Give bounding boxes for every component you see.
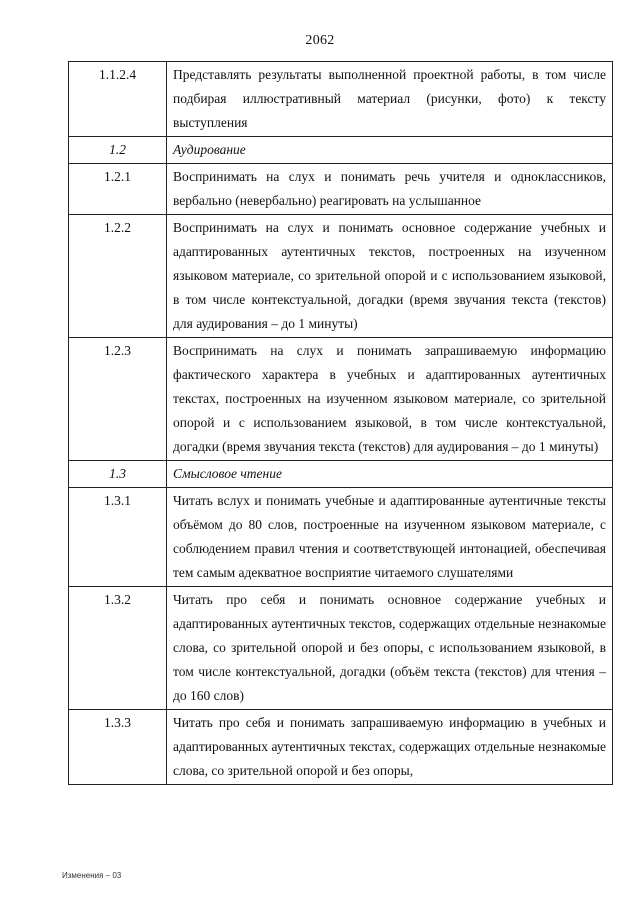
- table-row: [69, 488, 613, 587]
- row-text: Представлять результаты выполненной проектной работы, в том числе подбирая иллюстративный материал (рисунки, фото) к тексту выступления: [167, 62, 613, 137]
- table-row: [69, 62, 613, 137]
- row-number: 1.3.2: [69, 587, 167, 710]
- row-number: 1.2.1: [69, 164, 167, 215]
- row-number: 1.2.3: [69, 338, 167, 461]
- row-number: 1.3.3: [69, 710, 167, 785]
- section-row: [69, 137, 613, 164]
- table-row: [69, 164, 613, 215]
- row-number: 1.2.2: [69, 215, 167, 338]
- table-row: [69, 710, 613, 785]
- row-text: Читать про себя и понимать запрашиваемую информацию в учебных и адаптированных аутентичных текстах, содержащих отдельные незнакомые слова, со зрительной опорой и без опоры,: [167, 710, 613, 785]
- row-text: Воспринимать на слух и понимать запрашиваемую информацию фактического характера в учебных и адаптированных аутентичных текстах, построенных на изученном языковом материале, со зрительной опорой и с использованием языковой, в том числе контекстуальной, догадки (время звучания текста (текстов) для аудирования – до 1 минуты): [167, 338, 613, 461]
- row-text: Читать вслух и понимать учебные и адаптированные аутентичные тексты объёмом до 80 слов, построенные на изученном языковом материале, с соблюдением правил чтения и соответствующей интонацией, обеспечивая тем самым адекватное восприятие читаемого слушателями: [167, 488, 613, 587]
- table-row: [69, 587, 613, 710]
- section-row: [69, 461, 613, 488]
- section-number: 1.2: [69, 137, 167, 164]
- requirements-table: [68, 61, 613, 785]
- row-number: 1.1.2.4: [69, 62, 167, 137]
- row-number: 1.3.1: [69, 488, 167, 587]
- row-text: Читать про себя и понимать основное содержание учебных и адаптированных аутентичных текстов, содержащих отдельные незнакомые слова, со зрительной опорой и без опоры, с использованием языковой, в том числе контекстуальной, догадки (объём текста (текстов) для чтения – до 160 слов): [167, 587, 613, 710]
- section-title: Смысловое чтение: [167, 461, 613, 488]
- section-number: 1.3: [69, 461, 167, 488]
- table-row: [69, 215, 613, 338]
- row-text: Воспринимать на слух и понимать речь учителя и одноклассников, вербально (невербально) реагировать на услышанное: [167, 164, 613, 215]
- section-title: Аудирование: [167, 137, 613, 164]
- page-number: 2062: [305, 33, 335, 48]
- table-row: [69, 338, 613, 461]
- footer-revision-note: Изменения – 03: [62, 871, 122, 880]
- row-text: Воспринимать на слух и понимать основное содержание учебных и адаптированных аутентичных текстов, построенных на изученном языковом материале, со зрительной опорой и с использованием языковой, в том числе контекстуальной, догадки (время звучания текста (текстов) для аудирования – до 1 минуты): [167, 215, 613, 338]
